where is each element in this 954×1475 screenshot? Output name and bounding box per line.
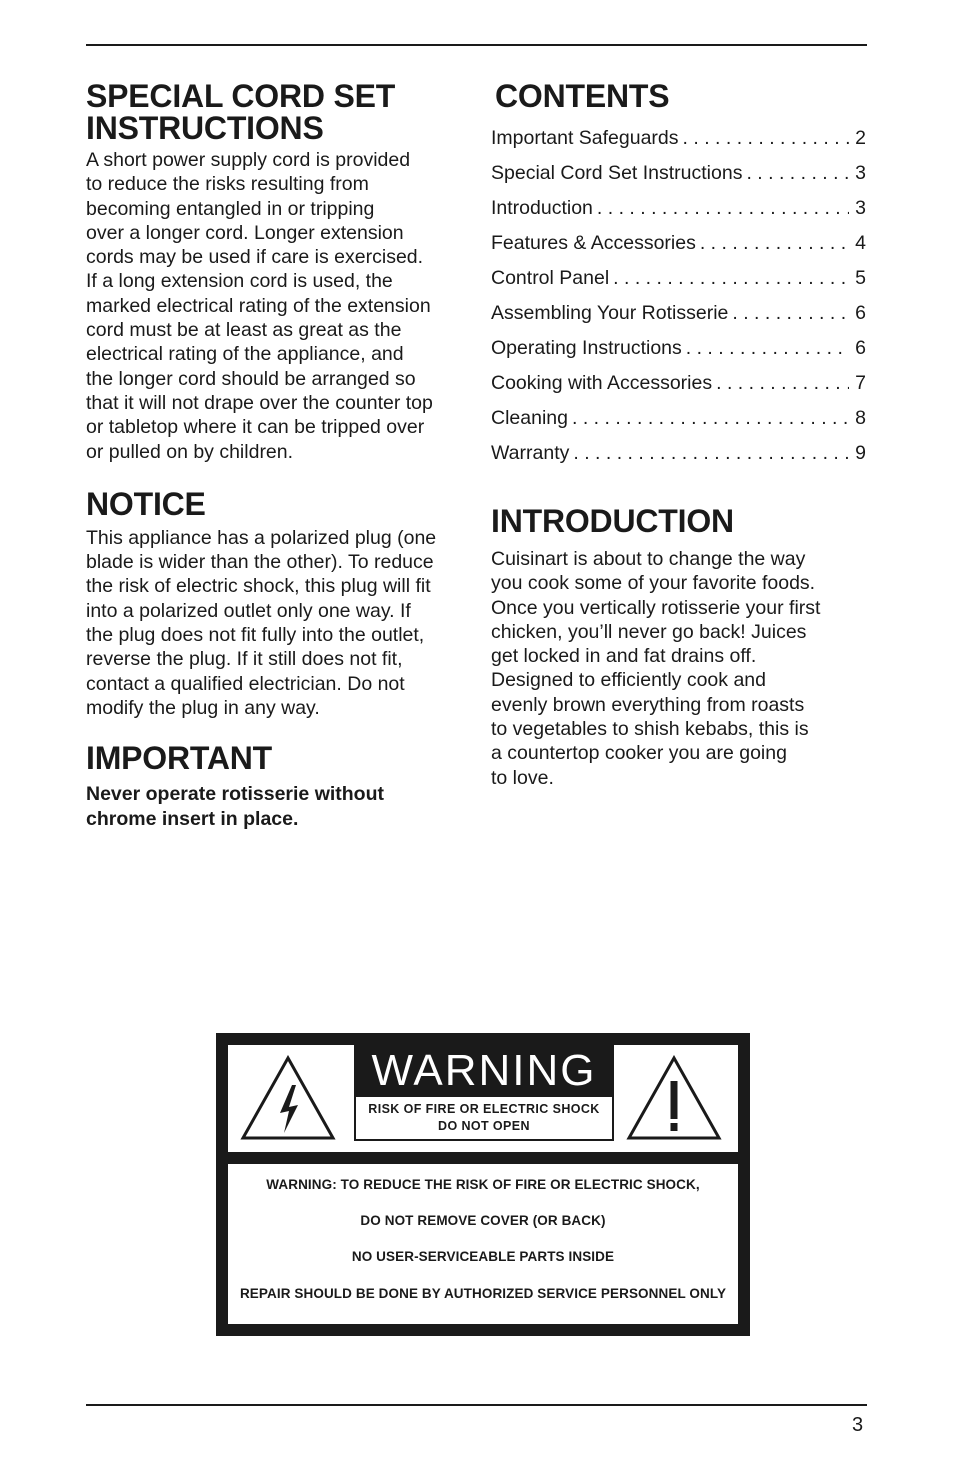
- intro-line: a countertop cooker you are going: [491, 742, 787, 765]
- important-heading: IMPORTANT: [86, 740, 273, 777]
- toc-item-title: Important Safeguards: [491, 127, 679, 149]
- top-rule: [86, 44, 867, 46]
- notice-line: contact a qualified electrician. Do not: [86, 672, 405, 695]
- cord-heading-line-1: SPECIAL CORD SET: [86, 78, 396, 114]
- important-section: [86, 742, 466, 831]
- warning-line: REPAIR SHOULD BE DONE BY AUTHORIZED SERVICE PERSONNEL ONLY: [239, 1286, 727, 1301]
- cord-line: A short power supply cord is provided: [86, 149, 411, 171]
- toc-item[interactable]: [491, 366, 866, 401]
- contents-section: [491, 80, 866, 471]
- cord-heading-line-2: INSTRUCTIONS: [86, 110, 324, 146]
- toc-item[interactable]: [491, 226, 866, 261]
- intro-line: Once you vertically rotisserie your first: [491, 596, 821, 619]
- toc-item-page: 8: [855, 407, 866, 429]
- intro-line: to love.: [491, 766, 554, 789]
- toc-item-page: 4: [855, 232, 866, 254]
- toc-item-title: Cooking with Accessories: [491, 372, 713, 394]
- right-column: [491, 80, 866, 790]
- cord-paragraph: [86, 148, 466, 464]
- page-number: 3: [852, 1414, 864, 1436]
- toc-leader-dots: [686, 331, 849, 366]
- intro-line: Designed to efficiently cook and: [491, 669, 766, 692]
- warning-line: WARNING: TO REDUCE THE RISK OF FIRE OR ELECTRIC SHOCK,: [266, 1177, 700, 1192]
- toc-item-title: Warranty: [491, 442, 570, 464]
- toc-leader-dots: [683, 121, 850, 156]
- toc-item[interactable]: [491, 261, 866, 296]
- toc-leader-dots: [732, 296, 849, 331]
- cord-line: that it will not drape over the counter top: [86, 391, 433, 414]
- toc-leader-dots: [572, 401, 849, 436]
- warning-label-body: [228, 1164, 738, 1324]
- important-paragraph: [86, 782, 466, 831]
- lightning-bolt-triangle-icon: [240, 1055, 336, 1141]
- cord-line: to reduce the risks resulting from: [86, 173, 369, 196]
- toc-item-title: Cleaning: [491, 407, 568, 429]
- notice-line: blade is wider than the other). To reduce: [86, 551, 434, 574]
- notice-line: This appliance has a polarized plug (one: [86, 526, 437, 549]
- table-of-contents: [491, 121, 866, 471]
- toc-item[interactable]: [491, 436, 866, 471]
- cord-line: cord must be at least as great as the: [86, 319, 402, 342]
- intro-line: Cuisinart is about to change the way: [491, 548, 806, 570]
- notice-paragraph: [86, 526, 466, 720]
- notice-line: the plug does not fit fully into the outlet,: [86, 624, 425, 647]
- bottom-rule: [86, 1404, 867, 1406]
- exclamation-triangle-icon: [626, 1055, 722, 1141]
- toc-leader-dots: [613, 261, 849, 296]
- toc-item[interactable]: [491, 191, 866, 226]
- notice-line: the risk of electric shock, this plug will fit: [86, 575, 431, 598]
- toc-item[interactable]: [491, 331, 866, 366]
- warning-subtitle-box: [354, 1097, 614, 1141]
- contents-heading: CONTENTS: [495, 78, 670, 114]
- toc-item[interactable]: [491, 156, 866, 191]
- intro-line: chicken, you’ll never go back! Juices: [491, 620, 807, 643]
- toc-leader-dots: [573, 436, 849, 471]
- intro-line: to vegetables to shish kebabs, this is: [491, 718, 809, 741]
- cord-line: becoming entangled in or tripping: [86, 197, 375, 220]
- cord-line: over a longer cord. Longer extension: [86, 221, 404, 244]
- cord-line: marked electrical rating of the extension: [86, 294, 431, 317]
- cord-line: electrical rating of the appliance, and: [86, 343, 404, 366]
- intro-line: get locked in and fat drains off.: [491, 645, 757, 668]
- toc-item-page: 6: [855, 302, 866, 324]
- introduction-heading: INTRODUCTION: [491, 503, 734, 539]
- toc-leader-dots: [700, 226, 849, 261]
- warning-line: NO USER-SERVICEABLE PARTS INSIDE: [351, 1249, 615, 1264]
- warning-subtitle-line-1: RISK OF FIRE OR ELECTRIC SHOCK: [368, 1102, 600, 1116]
- toc-item[interactable]: [491, 401, 866, 436]
- toc-item-title: Control Panel: [491, 267, 610, 289]
- toc-leader-dots: [597, 191, 849, 226]
- notice-heading: NOTICE: [86, 485, 206, 522]
- warning-label: [216, 1033, 750, 1336]
- toc-item-page: 3: [855, 162, 866, 184]
- notice-section: [86, 485, 466, 720]
- special-cord-set-section: [86, 80, 466, 464]
- cord-line: or tabletop where it can be tripped over: [86, 416, 425, 439]
- important-line: Never operate rotisserie without: [86, 783, 385, 806]
- cord-line: If a long extension cord is used, the: [86, 270, 393, 293]
- cord-heading: [86, 80, 466, 144]
- toc-item-page: 2: [855, 127, 866, 149]
- toc-item-page: 6: [855, 337, 866, 359]
- toc-item-title: Special Cord Set Instructions: [491, 162, 743, 184]
- warning-title-box: [354, 1045, 614, 1097]
- cord-line: the longer cord should be arranged so: [86, 367, 416, 390]
- introduction-section: [491, 505, 866, 790]
- notice-line: modify the plug in any way.: [86, 696, 320, 719]
- warning-line: DO NOT REMOVE COVER (OR BACK): [360, 1213, 606, 1228]
- warning-label-header: [228, 1045, 738, 1152]
- introduction-paragraph: [491, 547, 866, 790]
- toc-item-page: 9: [855, 442, 866, 464]
- toc-item-title: Introduction: [491, 197, 593, 219]
- intro-line: evenly brown everything from roasts: [491, 693, 805, 716]
- toc-leader-dots: [746, 156, 849, 191]
- toc-item-title: Operating Instructions: [491, 337, 682, 359]
- warning-title: WARNING: [371, 1046, 597, 1095]
- important-line: chrome insert in place.: [86, 807, 299, 830]
- cord-line: cords may be used if care is exercised.: [86, 246, 424, 269]
- toc-item-page: 5: [855, 267, 866, 289]
- intro-line: you cook some of your favorite foods.: [491, 572, 816, 595]
- warning-subtitle-line-2: DO NOT OPEN: [438, 1119, 530, 1133]
- left-column: [86, 80, 466, 831]
- toc-item[interactable]: [491, 121, 866, 156]
- notice-line: into a polarized outlet only one way. If: [86, 599, 411, 622]
- toc-item-page: 3: [855, 197, 866, 219]
- toc-item-title: Assembling Your Rotisserie: [491, 302, 729, 324]
- notice-line: reverse the plug. If it still does not fit,: [86, 648, 403, 671]
- toc-item-page: 7: [855, 372, 866, 394]
- cord-line: or pulled on by children.: [86, 440, 294, 463]
- toc-item-title: Features & Accessories: [491, 232, 696, 254]
- toc-leader-dots: [716, 366, 849, 401]
- toc-item[interactable]: [491, 296, 866, 331]
